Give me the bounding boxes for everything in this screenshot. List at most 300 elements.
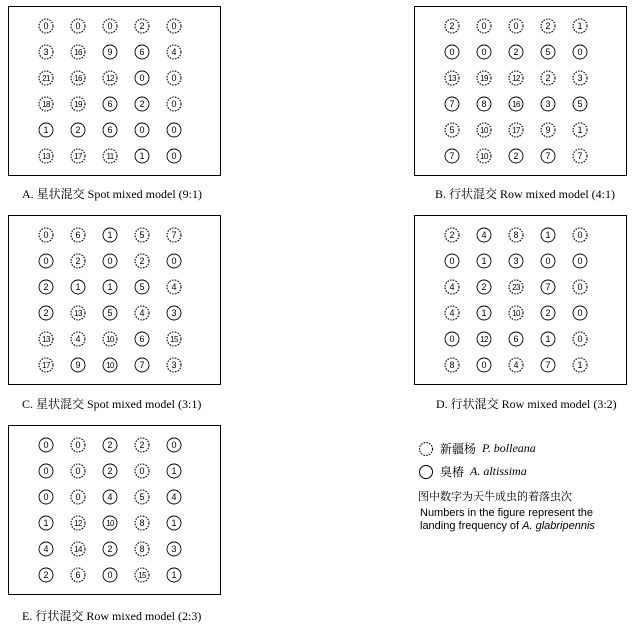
landing-count: 0 [171, 125, 177, 135]
tree-cell-altissima [445, 149, 459, 163]
tree-cell-bolleana [167, 358, 181, 372]
tree-cell-bolleana [135, 542, 149, 556]
tree-cell-altissima [541, 45, 555, 59]
tree-cell-bolleana [71, 438, 85, 452]
landing-count: 0 [449, 256, 455, 266]
landing-count: 10 [106, 519, 114, 528]
tree-cell-bolleana [477, 123, 491, 137]
tree-cell-altissima [71, 358, 85, 372]
landing-count: 2 [139, 440, 145, 450]
tree-cell-bolleana [477, 19, 491, 33]
tree-cell-altissima [573, 97, 587, 111]
panel-b [414, 6, 627, 176]
landing-count: 0 [107, 21, 113, 31]
landing-count: 0 [43, 440, 49, 450]
landing-count: 1 [481, 308, 487, 318]
landing-count: 0 [43, 21, 49, 31]
landing-count: 0 [43, 492, 49, 502]
tree-cell-bolleana [167, 280, 181, 294]
landing-count: 6 [107, 99, 113, 109]
landing-count: 21 [42, 74, 50, 83]
tree-cell-altissima [167, 306, 181, 320]
tree-cell-bolleana [509, 71, 523, 85]
landing-count: 4 [139, 308, 145, 318]
solid-circle-icon [418, 464, 434, 480]
tree-cell-bolleana [573, 123, 587, 137]
legend-item-bolleana [418, 440, 536, 457]
tree-cell-altissima [477, 97, 491, 111]
panel-e [8, 425, 221, 595]
legend-label-bolleana: 新疆杨 [440, 442, 477, 456]
landing-count: 2 [545, 308, 551, 318]
tree-cell-altissima [167, 542, 181, 556]
landing-count: 0 [481, 21, 487, 31]
landing-count: 4 [171, 492, 177, 502]
tree-cell-altissima [39, 516, 53, 530]
tree-cell-bolleana [167, 228, 181, 242]
tree-cell-bolleana [573, 228, 587, 242]
tree-cell-altissima [541, 97, 555, 111]
tree-cell-bolleana [477, 149, 491, 163]
landing-count: 7 [171, 230, 177, 240]
tree-cell-altissima [541, 306, 555, 320]
landing-count: 0 [545, 256, 551, 266]
landing-count: 0 [75, 466, 81, 476]
tree-cell-bolleana [71, 71, 85, 85]
landing-count: 0 [513, 21, 519, 31]
landing-count: 0 [43, 466, 49, 476]
landing-count: 1 [139, 151, 145, 161]
tree-cell-bolleana [541, 19, 555, 33]
tree-cell-altissima [39, 490, 53, 504]
tree-cell-altissima [445, 332, 459, 346]
landing-count: 4 [171, 47, 177, 57]
tree-cell-bolleana [477, 71, 491, 85]
tree-cell-bolleana [509, 358, 523, 372]
tree-cell-altissima [167, 568, 181, 582]
tree-cell-altissima [167, 123, 181, 137]
landing-count: 4 [75, 334, 81, 344]
landing-count: 0 [577, 282, 583, 292]
landing-count: 6 [513, 334, 519, 344]
tree-cell-altissima [135, 71, 149, 85]
legend-note-en-species: A. glabripennis [522, 520, 595, 532]
landing-count: 4 [171, 282, 177, 292]
tree-cell-altissima [573, 306, 587, 320]
landing-count: 19 [480, 74, 488, 83]
tree-cell-altissima [445, 45, 459, 59]
tree-cell-altissima [103, 464, 117, 478]
tree-cell-bolleana [39, 45, 53, 59]
landing-count: 7 [545, 151, 551, 161]
landing-count: 5 [139, 282, 145, 292]
tree-cell-altissima [39, 123, 53, 137]
panel-d-caption: D. 行状混交 Row mixed model (3:2) [436, 397, 617, 411]
landing-count: 12 [480, 335, 488, 344]
legend-note-cn: 图中数字为天牛成虫的着落虫次 [418, 490, 572, 503]
tree-cell-altissima [71, 280, 85, 294]
landing-count: 16 [74, 48, 82, 57]
landing-count: 1 [577, 360, 583, 370]
landing-count: 15 [138, 571, 146, 580]
landing-count: 7 [545, 360, 551, 370]
tree-cell-bolleana [445, 280, 459, 294]
tree-cell-bolleana [39, 228, 53, 242]
landing-count: 18 [42, 100, 50, 109]
tree-cell-altissima [509, 332, 523, 346]
tree-cell-bolleana [541, 123, 555, 137]
tree-cell-altissima [103, 45, 117, 59]
tree-cell-altissima [103, 358, 117, 372]
tree-cell-altissima [103, 542, 117, 556]
tree-cell-bolleana [71, 542, 85, 556]
tree-cell-altissima [445, 254, 459, 268]
landing-count: 3 [577, 73, 583, 83]
landing-count: 0 [139, 73, 145, 83]
landing-count: 5 [577, 99, 583, 109]
panel-d-grid [415, 216, 628, 386]
legend-note-en-1: Numbers in the figure represent the [420, 507, 594, 519]
tree-cell-bolleana [103, 149, 117, 163]
tree-cell-altissima [135, 97, 149, 111]
tree-cell-bolleana [573, 332, 587, 346]
tree-cell-altissima [477, 332, 491, 346]
landing-count: 7 [449, 151, 455, 161]
tree-cell-bolleana [509, 123, 523, 137]
landing-count: 12 [512, 74, 520, 83]
landing-count: 10 [106, 361, 114, 370]
landing-count: 2 [139, 21, 145, 31]
landing-count: 11 [106, 152, 114, 161]
landing-count: 2 [513, 151, 519, 161]
dashed-circle-icon [418, 441, 434, 457]
landing-count: 7 [577, 151, 583, 161]
landing-count: 9 [545, 125, 551, 135]
tree-cell-altissima [477, 306, 491, 320]
tree-cell-bolleana [135, 438, 149, 452]
tree-cell-altissima [477, 228, 491, 242]
legend-species-altissima: A. altissima [470, 464, 527, 478]
tree-cell-altissima [167, 464, 181, 478]
legend-note-en-2-text: landing frequency of [420, 520, 520, 532]
landing-count: 2 [107, 544, 113, 554]
tree-cell-altissima [573, 45, 587, 59]
landing-count: 6 [139, 47, 145, 57]
panel-b-caption: B. 行状混交 Row mixed model (4:1) [435, 187, 615, 201]
landing-count: 0 [577, 230, 583, 240]
landing-count: 3 [513, 256, 519, 266]
tree-cell-altissima [167, 149, 181, 163]
landing-count: 0 [139, 125, 145, 135]
panel-e-caption: E. 行状混交 Row mixed model (2:3) [22, 609, 202, 623]
tree-cell-bolleana [573, 19, 587, 33]
tree-cell-bolleana [445, 19, 459, 33]
landing-count: 1 [107, 230, 113, 240]
landing-count: 2 [449, 21, 455, 31]
landing-count: 0 [171, 21, 177, 31]
landing-count: 2 [139, 256, 145, 266]
landing-count: 1 [43, 518, 49, 528]
landing-count: 3 [545, 99, 551, 109]
landing-count: 0 [107, 570, 113, 580]
tree-cell-bolleana [445, 123, 459, 137]
tree-cell-altissima [445, 97, 459, 111]
tree-cell-altissima [135, 332, 149, 346]
tree-cell-bolleana [445, 358, 459, 372]
landing-count: 2 [107, 440, 113, 450]
legend-note-en-2 [420, 520, 595, 533]
landing-count: 2 [107, 466, 113, 476]
tree-cell-altissima [103, 438, 117, 452]
landing-count: 6 [139, 334, 145, 344]
landing-count: 13 [42, 152, 50, 161]
tree-cell-bolleana [39, 332, 53, 346]
tree-cell-altissima [509, 254, 523, 268]
landing-count: 8 [513, 230, 519, 240]
landing-count: 5 [449, 125, 455, 135]
landing-count: 1 [75, 282, 81, 292]
landing-count: 4 [513, 360, 519, 370]
tree-cell-altissima [71, 123, 85, 137]
tree-cell-altissima [39, 542, 53, 556]
landing-count: 0 [171, 440, 177, 450]
tree-cell-bolleana [71, 332, 85, 346]
tree-cell-bolleana [135, 306, 149, 320]
landing-count: 4 [449, 282, 455, 292]
tree-cell-altissima [103, 306, 117, 320]
tree-cell-altissima [167, 438, 181, 452]
tree-cell-bolleana [167, 97, 181, 111]
landing-count: 1 [171, 518, 177, 528]
panel-a [8, 6, 221, 176]
tree-cell-altissima [103, 97, 117, 111]
tree-cell-altissima [39, 464, 53, 478]
tree-cell-altissima [135, 149, 149, 163]
tree-cell-bolleana [573, 280, 587, 294]
panel-c-grid [9, 216, 222, 386]
landing-count: 0 [75, 492, 81, 502]
tree-cell-altissima [541, 358, 555, 372]
tree-cell-altissima [167, 254, 181, 268]
landing-count: 8 [449, 360, 455, 370]
tree-cell-bolleana [71, 149, 85, 163]
tree-cell-bolleana [135, 490, 149, 504]
legend-item-altissima [418, 463, 527, 480]
landing-count: 1 [545, 230, 551, 240]
tree-cell-bolleana [71, 228, 85, 242]
tree-cell-altissima [135, 123, 149, 137]
tree-cell-altissima [135, 358, 149, 372]
panel-c-caption: C. 星状混交 Spot mixed model (3:1) [22, 397, 202, 411]
landing-count: 5 [139, 230, 145, 240]
landing-count: 12 [74, 519, 82, 528]
landing-count: 3 [171, 308, 177, 318]
landing-count: 1 [481, 256, 487, 266]
tree-cell-bolleana [39, 97, 53, 111]
tree-cell-altissima [103, 123, 117, 137]
landing-count: 12 [106, 74, 114, 83]
tree-cell-bolleana [167, 19, 181, 33]
tree-cell-altissima [509, 149, 523, 163]
landing-count: 17 [512, 126, 520, 135]
tree-cell-bolleana [167, 332, 181, 346]
tree-cell-altissima [103, 280, 117, 294]
legend-label-altissima: 臭椿 [440, 465, 465, 479]
tree-cell-bolleana [39, 19, 53, 33]
landing-count: 1 [171, 466, 177, 476]
landing-count: 9 [107, 47, 113, 57]
landing-count: 8 [139, 544, 145, 554]
tree-cell-bolleana [135, 19, 149, 33]
tree-cell-altissima [509, 97, 523, 111]
panel-b-grid [415, 7, 628, 177]
landing-count: 2 [43, 570, 49, 580]
panel-c [8, 215, 221, 385]
landing-count: 10 [106, 335, 114, 344]
landing-count: 10 [512, 309, 520, 318]
tree-cell-bolleana [103, 19, 117, 33]
tree-cell-altissima [103, 490, 117, 504]
tree-cell-altissima [39, 568, 53, 582]
tree-cell-altissima [103, 568, 117, 582]
landing-count: 3 [171, 544, 177, 554]
tree-cell-bolleana [167, 71, 181, 85]
tree-cell-bolleana [103, 332, 117, 346]
landing-count: 0 [75, 21, 81, 31]
landing-count: 2 [43, 282, 49, 292]
tree-cell-bolleana [103, 71, 117, 85]
tree-cell-bolleana [39, 358, 53, 372]
landing-count: 13 [42, 335, 50, 344]
landing-count: 0 [171, 151, 177, 161]
landing-count: 4 [43, 544, 49, 554]
landing-count: 5 [545, 47, 551, 57]
landing-count: 0 [43, 230, 49, 240]
landing-count: 6 [107, 125, 113, 135]
landing-count: 13 [74, 309, 82, 318]
landing-count: 0 [171, 99, 177, 109]
tree-cell-bolleana [71, 490, 85, 504]
landing-count: 0 [481, 47, 487, 57]
landing-count: 1 [577, 125, 583, 135]
landing-count: 4 [449, 308, 455, 318]
tree-cell-bolleana [445, 306, 459, 320]
tree-cell-altissima [39, 254, 53, 268]
tree-cell-bolleana [445, 228, 459, 242]
tree-cell-bolleana [39, 71, 53, 85]
tree-cell-bolleana [573, 358, 587, 372]
tree-cell-bolleana [39, 149, 53, 163]
tree-cell-altissima [103, 228, 117, 242]
landing-count: 0 [449, 47, 455, 57]
landing-count: 0 [577, 47, 583, 57]
tree-cell-bolleana [509, 228, 523, 242]
landing-count: 7 [545, 282, 551, 292]
tree-cell-bolleana [71, 464, 85, 478]
landing-count: 3 [43, 47, 49, 57]
tree-cell-altissima [477, 45, 491, 59]
tree-cell-bolleana [509, 19, 523, 33]
tree-cell-altissima [103, 254, 117, 268]
landing-count: 0 [577, 334, 583, 344]
panel-a-grid [9, 7, 222, 177]
landing-count: 4 [107, 492, 113, 502]
tree-cell-altissima [39, 306, 53, 320]
tree-cell-bolleana [445, 71, 459, 85]
tree-cell-bolleana [135, 228, 149, 242]
landing-count: 6 [75, 570, 81, 580]
landing-count: 10 [480, 152, 488, 161]
landing-count: 0 [75, 440, 81, 450]
tree-cell-bolleana [573, 149, 587, 163]
landing-count: 10 [480, 126, 488, 135]
tree-cell-bolleana [71, 516, 85, 530]
landing-count: 19 [74, 100, 82, 109]
landing-count: 2 [43, 308, 49, 318]
landing-count: 13 [448, 74, 456, 83]
tree-cell-bolleana [71, 97, 85, 111]
tree-cell-altissima [135, 45, 149, 59]
tree-cell-bolleana [541, 71, 555, 85]
tree-cell-altissima [477, 358, 491, 372]
landing-count: 8 [481, 99, 487, 109]
tree-cell-altissima [541, 149, 555, 163]
landing-count: 9 [75, 360, 81, 370]
landing-count: 0 [43, 256, 49, 266]
tree-cell-altissima [573, 254, 587, 268]
landing-count: 17 [42, 361, 50, 370]
landing-count: 4 [481, 230, 487, 240]
landing-count: 2 [75, 256, 81, 266]
legend-species-bolleana: P. bolleana [482, 441, 536, 455]
landing-count: 2 [481, 282, 487, 292]
tree-cell-bolleana [509, 280, 523, 294]
landing-count: 5 [139, 492, 145, 502]
landing-count: 23 [512, 283, 520, 292]
tree-cell-altissima [135, 280, 149, 294]
landing-count: 0 [139, 466, 145, 476]
tree-cell-altissima [541, 228, 555, 242]
tree-cell-bolleana [135, 464, 149, 478]
landing-count: 2 [545, 73, 551, 83]
landing-count: 0 [171, 256, 177, 266]
panel-d [414, 215, 627, 385]
tree-cell-altissima [541, 254, 555, 268]
tree-cell-bolleana [573, 71, 587, 85]
tree-cell-bolleana [71, 306, 85, 320]
tree-cell-altissima [103, 516, 117, 530]
landing-count: 0 [107, 256, 113, 266]
tree-cell-bolleana [71, 568, 85, 582]
tree-cell-altissima [509, 45, 523, 59]
landing-count: 7 [139, 360, 145, 370]
tree-cell-altissima [477, 254, 491, 268]
landing-count: 5 [107, 308, 113, 318]
tree-cell-bolleana [135, 254, 149, 268]
landing-count: 1 [577, 21, 583, 31]
landing-count: 0 [481, 360, 487, 370]
landing-count: 3 [171, 360, 177, 370]
landing-count: 2 [75, 125, 81, 135]
landing-count: 2 [449, 230, 455, 240]
landing-count: 15 [170, 335, 178, 344]
tree-cell-bolleana [135, 516, 149, 530]
landing-count: 1 [171, 570, 177, 580]
tree-cell-altissima [39, 280, 53, 294]
tree-cell-bolleana [167, 45, 181, 59]
landing-count: 2 [513, 47, 519, 57]
tree-cell-bolleana [71, 19, 85, 33]
